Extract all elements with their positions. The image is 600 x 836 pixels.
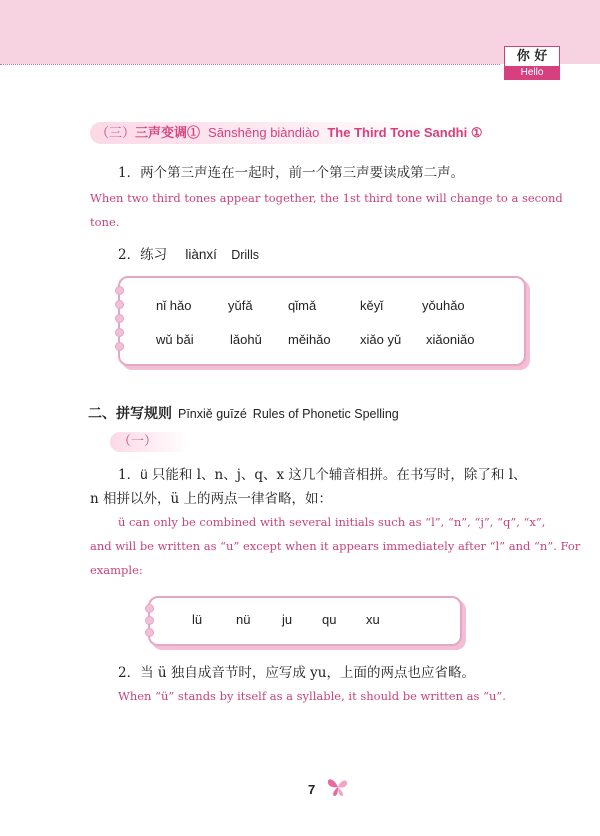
binder-ring-icon [145,628,154,637]
rule1-en-line3: example: [90,563,143,577]
page-number: 7 [308,782,316,797]
section-title-cn: 三声变调① [135,126,201,141]
drill-word: qǐmǎ [288,298,317,313]
binder-ring-icon [145,604,154,613]
part2-title-cn: 二、拼写规则 [88,406,172,422]
part2-title-pinyin: Pīnxiě guīzé [178,407,247,421]
drill-box [118,276,526,366]
drill-word: xiǎoniǎo [426,332,475,347]
drill-word: yǒuhǎo [422,298,465,313]
example-box [148,596,462,646]
drill-word: xiǎo yǔ [360,332,402,347]
binder-ring-icon [115,300,124,309]
drill-word: nǐ hǎo [156,298,192,313]
rule1-cn-line1 [118,466,527,484]
example-syllable: qu [322,612,337,627]
chapter-tag-en: Hello [504,66,560,80]
part2-title-en: Rules of Phonetic Spelling [252,407,399,421]
rule2-cn: 2．当 ü 独自成音节时，应写成 yu，上面的两点也应省略。 [118,665,475,681]
rule1-cn-line1-text: 只能和 l、n、j、q、x 这几个辅音相拼。在书写时，除了和 l、 [147,467,527,483]
example-syllable: nü [236,612,251,627]
header-divider [0,64,500,65]
drill-word: wǔ bǎi [156,332,194,347]
item1-en-line1: When two third tones appear together, the 1st third tone will change to a second [90,191,563,205]
rule1-cn-line2: n 相拼以外，ü 上的两点一律省略，如： [90,491,332,507]
item2-cn: 2．练习 [118,247,168,263]
rule1-number: 1． [118,467,141,483]
item2-en: Drills [231,248,259,262]
binder-ring-icon [145,616,154,625]
drill-word: měihǎo [288,332,331,347]
chapter-tag-cn: 你 好 [504,46,560,66]
item1-en-line2: tone. [90,215,120,229]
rule1-u-umlaut: ü [140,467,148,482]
binder-ring-icon [115,314,124,323]
subsection-label: （一） [110,432,190,452]
example-syllable: xu [366,612,380,627]
item1-cn: 1．两个第三声连在一起时，前一个第三声要读成第二声。 [118,165,465,181]
drill-word: lǎohǔ [230,332,262,347]
item2-pinyin: liànxí [185,247,217,262]
section-title-en: The Third Tone Sandhi ① [327,125,483,140]
example-syllable: lü [192,612,203,627]
section-title [90,122,520,144]
butterfly-icon [326,776,350,798]
binder-ring-icon [115,342,124,351]
rule1-en-line2: and will be written as “u” except when it appears immediately after “l” and “n”. For [90,539,581,553]
drill-word: kěyǐ [360,298,384,313]
rule2-en: When “ü” stands by itself as a syllable, it should be written as “u”. [118,689,506,703]
section-title-pinyin: Sānshēng biàndiào [208,125,320,140]
binder-ring-icon [115,286,124,295]
section-number: （三） [96,126,136,141]
drill-word: yǔfǎ [228,298,253,313]
rule1-en-line1: ü can only be combined with several initials such as “l”, “n”, “j”, “q”, “x”, [118,515,546,529]
binder-ring-icon [115,328,124,337]
chapter-tag [504,46,560,80]
example-syllable: ju [282,612,293,627]
part2-heading [88,404,399,424]
item2-heading [118,246,259,264]
